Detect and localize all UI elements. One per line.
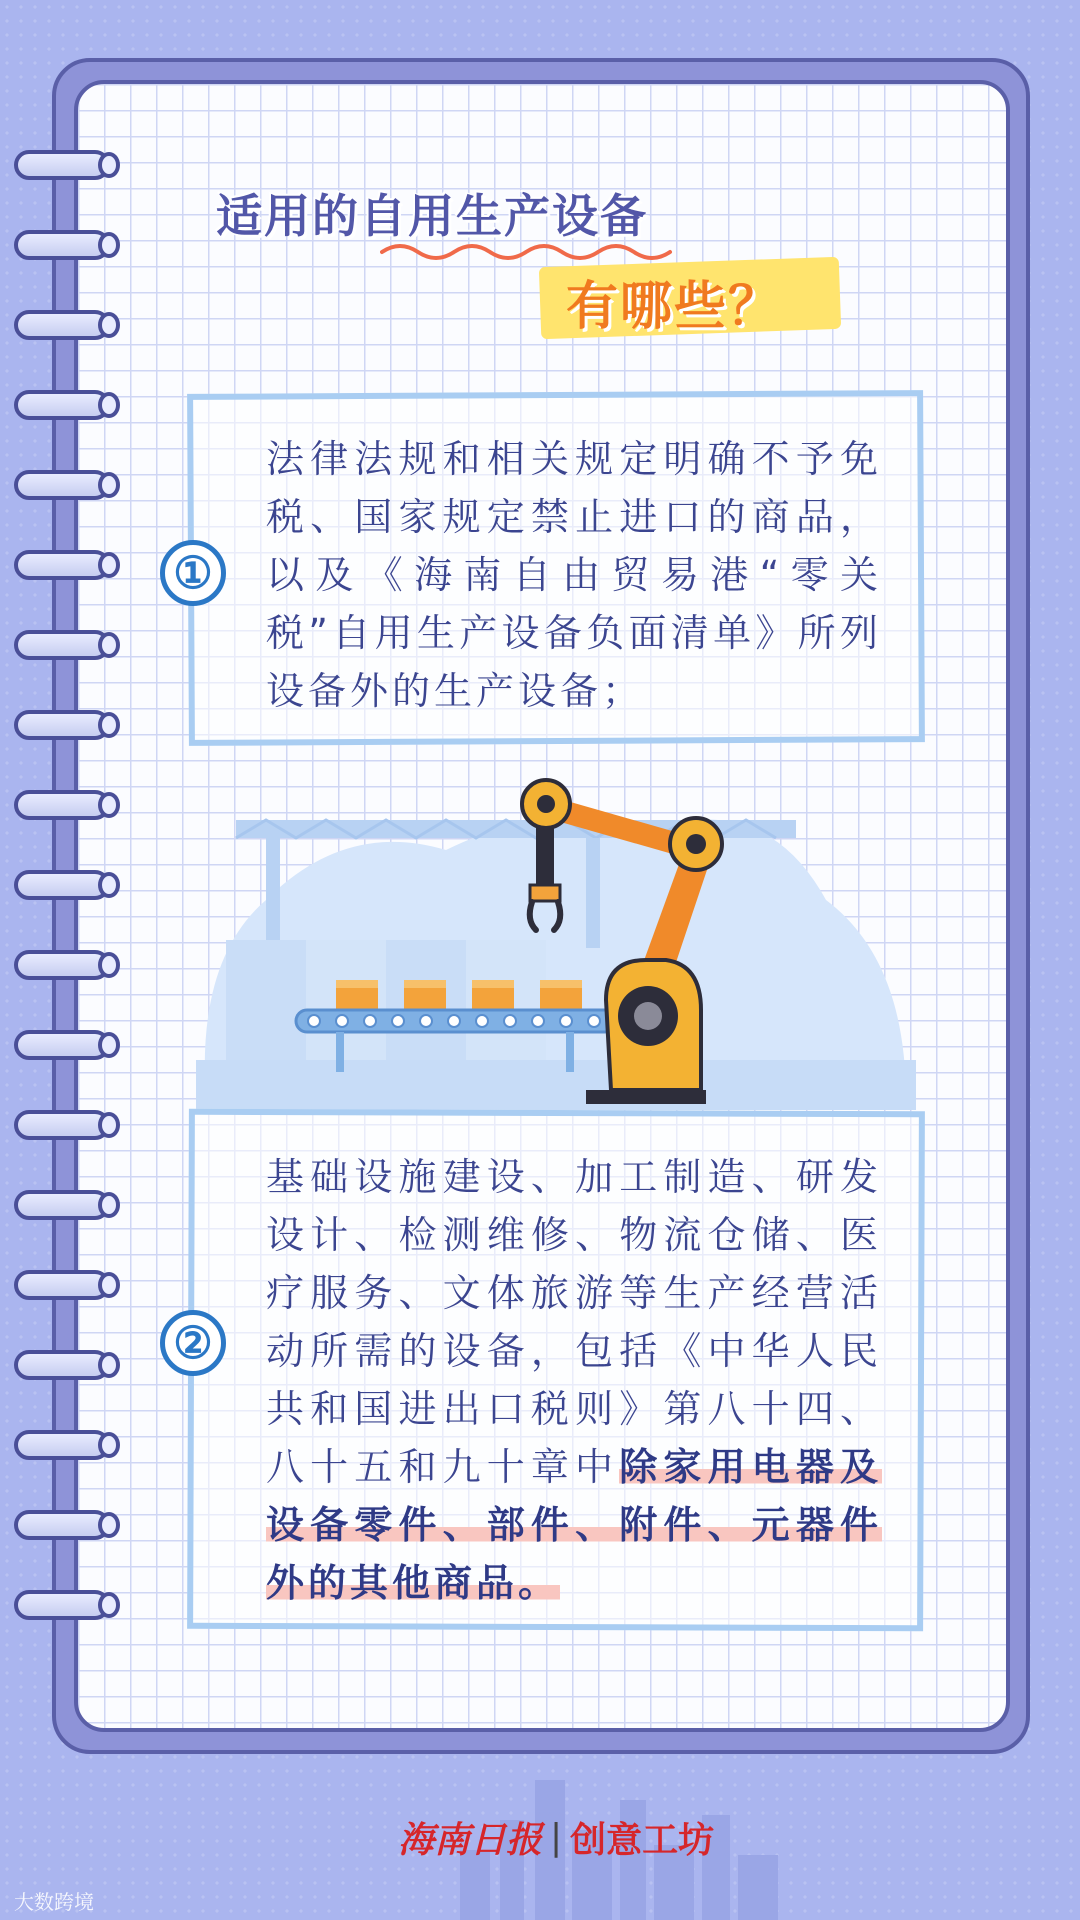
binder-ring (14, 1430, 110, 1460)
binder-ring (14, 630, 110, 660)
binder-ring (14, 790, 110, 820)
item-text-1: 法律法规和相关规定明确不予免税、国家规定禁止进口的商品，以及《海南自由贸易港“零关税”自用生产设备负面清单》所列设备外的生产设备； (266, 437, 882, 713)
binder-ring (14, 390, 110, 420)
binder-ring (14, 870, 110, 900)
wavy-underline (380, 240, 680, 264)
item-number-1: ① (160, 540, 226, 606)
item-text-2 (266, 1148, 882, 1612)
item-text-2-highlight: 除家用电器及设备零件、部件、附件、元器件外的其他商品。 (266, 1445, 882, 1605)
binder-ring (14, 950, 110, 980)
binder-ring (14, 150, 110, 180)
page-subtitle: 有哪些？ (566, 277, 783, 337)
binder-ring (14, 1190, 110, 1220)
watermark: 大数跨境 (14, 1890, 94, 1914)
logo-hainan-daily: 海南日报 (398, 1819, 543, 1861)
robot-arm-illustration (186, 760, 926, 1120)
binder-ring (14, 470, 110, 500)
binder-ring (14, 310, 110, 340)
binder-ring (14, 1270, 110, 1300)
logo-separator: | (550, 1817, 563, 1858)
item-number-2: ② (160, 1310, 226, 1376)
logo-creative-workshop: 创意工坊 (570, 1820, 715, 1861)
footer-logo (398, 1812, 714, 1863)
item-text-2-plain: 基础设施建设、加工制造、研发设计、检测维修、物流仓储、医疗服务、文体旅游等生产经营活动所需的设备，包括《中华人民共和国进出口税则》第八十四、八十五和九十章中 (266, 1155, 882, 1489)
binder-ring (14, 1110, 110, 1140)
binder-ring (14, 230, 110, 260)
page-title: 适用的自用生产设备 (216, 189, 648, 243)
binder-ring (14, 1030, 110, 1060)
binder-ring (14, 1590, 110, 1620)
binder-ring (14, 1510, 110, 1540)
binder-rings (14, 150, 114, 1670)
binder-ring (14, 710, 110, 740)
binder-ring (14, 550, 110, 580)
binder-ring (14, 1350, 110, 1380)
